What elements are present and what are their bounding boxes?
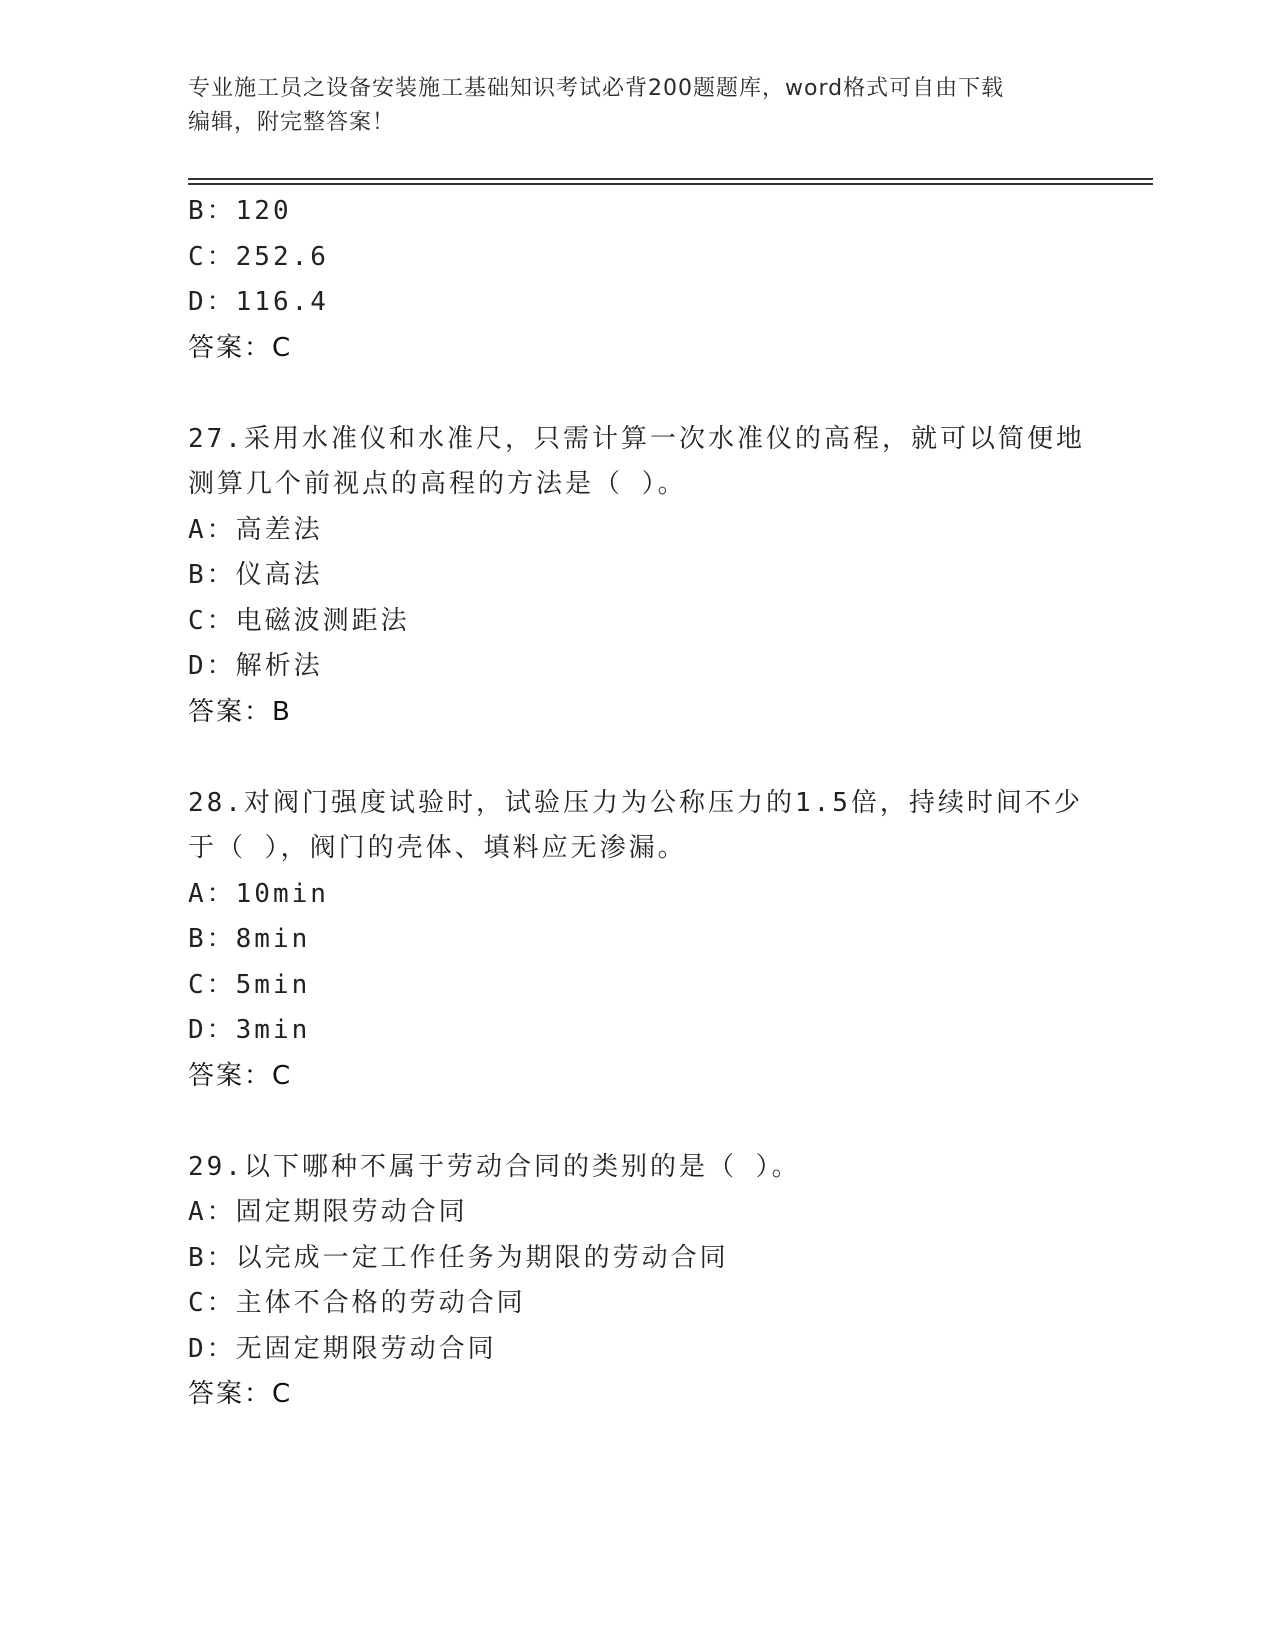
option-a: A：高差法 — [188, 514, 323, 545]
question-stem-line-1: 27.采用水准仪和水准尺，只需计算一次水准仪的高程，就可以简便地 — [188, 423, 1085, 454]
option-b: B：8min — [188, 924, 311, 954]
answer: 答案：C — [188, 332, 293, 363]
option-d: D：无固定期限劳动合同 — [188, 1333, 497, 1364]
answer: 答案：C — [188, 1379, 293, 1409]
spacer — [188, 1099, 1088, 1145]
option-c: C：电磁波测距法 — [188, 605, 410, 636]
answer: 答案：C — [188, 1060, 293, 1091]
document-header — [188, 72, 1088, 140]
question-stem-line-2: 测算几个前视点的高程的方法是（ ）。 — [188, 469, 687, 499]
header-title-line-1: 专业施工员之设备安装施工基础知识考试必背200题题库，word格式可自由下载 — [188, 76, 1005, 101]
option-d: D：116.4 — [188, 287, 329, 317]
option-d: D：3min — [188, 1015, 311, 1045]
question-29 — [188, 1145, 1088, 1418]
question-stem-line-1: 29.以下哪种不属于劳动合同的类别的是（ ）。 — [188, 1151, 801, 1182]
option-b: B：仪高法 — [188, 560, 323, 590]
option-b: B：120 — [188, 196, 292, 226]
header-title-line-2: 编辑，附完整答案！ — [188, 110, 396, 135]
answer: 答案：B — [188, 696, 292, 727]
question-26-continued — [188, 189, 1088, 371]
header-divider-bottom — [188, 183, 1153, 185]
option-c: C：主体不合格的劳动合同 — [188, 1288, 526, 1318]
spacer — [188, 735, 1088, 781]
option-a: A：10min — [188, 878, 329, 909]
spacer — [188, 371, 1088, 417]
option-c: C：252.6 — [188, 241, 329, 272]
question-28 — [188, 781, 1088, 1100]
question-list — [188, 189, 1088, 1418]
option-d: D：解析法 — [188, 651, 323, 681]
option-a: A：固定期限劳动合同 — [188, 1197, 468, 1227]
option-b: B：以完成一定工作任务为期限的劳动合同 — [188, 1242, 729, 1273]
header-divider-top — [188, 178, 1153, 180]
question-stem-line-2: 于（ ），阀门的壳体、填料应无渗漏。 — [188, 833, 687, 863]
question-27 — [188, 417, 1088, 736]
option-c: C：5min — [188, 969, 311, 1000]
question-stem-line-1: 28.对阀门强度试验时，试验压力为公称压力的1.5倍，持续时间不少 — [188, 787, 1083, 818]
